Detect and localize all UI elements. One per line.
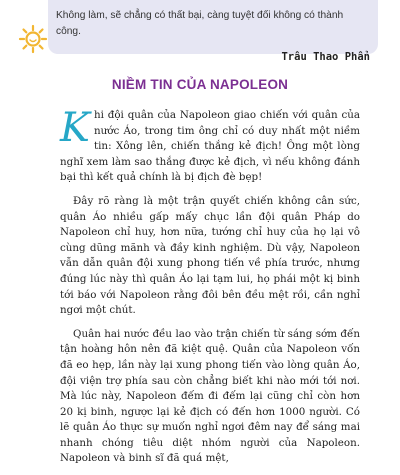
- sun-icon: [18, 24, 48, 54]
- paragraph-3: Quân hai nước đều lao vào trận chiến từ sáng sớm đến tận hoàng hôn nên đã kiệt quệ. Quân của Napoleon vốn đã eo hẹp, lần này lại xung phong tiến vào lòng quân Áo, đội viện trợ phía sau còn chẳng biết khi nào mới tới nơi. Mà lúc này, Napoleon đếm đi đếm lại cũng chỉ còn hơn 20 kị binh, ngược lại kẻ địch có đến hơn 1000 người. Có lẽ quân Áo thực sự muốn nghỉ ngơi đêm nay để sáng mai nhanh chóng tiêu diệt nhóm người của Napoleon. Napoleon và binh sĩ đã quá mệt,: [60, 327, 360, 465]
- article-body: [60, 105, 360, 475]
- paragraph-2: Đây rõ ràng là một trận quyết chiến không cân sức, quân Áo nhiều gấp mấy chục lần đội quân Pháp do Napoleon chỉ huy, hơn nữa, tướng chỉ huy của họ lại vô cùng dũng mãnh và đầy kinh nghiệm. Dù vậy, Napoleon vẫn dẫn quân đội xung phong tiến về phía trước, nhưng đúng lúc này thì quân Áo lại tạm lui, họ phái một kị binh tới báo với Napoleon rằng đôi bên đều mệt rồi, cần nghỉ ngơi một chút.: [60, 194, 360, 317]
- drop-cap: K: [60, 105, 90, 151]
- first-paragraph: [60, 105, 360, 186]
- quote-author: Trâu Thao Phẩn: [281, 51, 370, 63]
- first-paragraph-text: hi đội quân của Napoleon giao chiến với quân của nước Áo, trong tim ông chỉ có duy nhất một niềm tin: Xông lên, chiến thắng kẻ địch! Ông một lòng nghĩ xem làm sao thắng được kẻ địch, vì nếu không đánh bại thì kết quả chính là bị địch đè bẹp!: [60, 109, 360, 184]
- article-title: NIỀM TIN CỦA NAPOLEON: [111, 77, 289, 92]
- quote-text: Không làm, sẽ chẳng có thất bại, càng tuyệt đối không có thành công.: [56, 10, 344, 37]
